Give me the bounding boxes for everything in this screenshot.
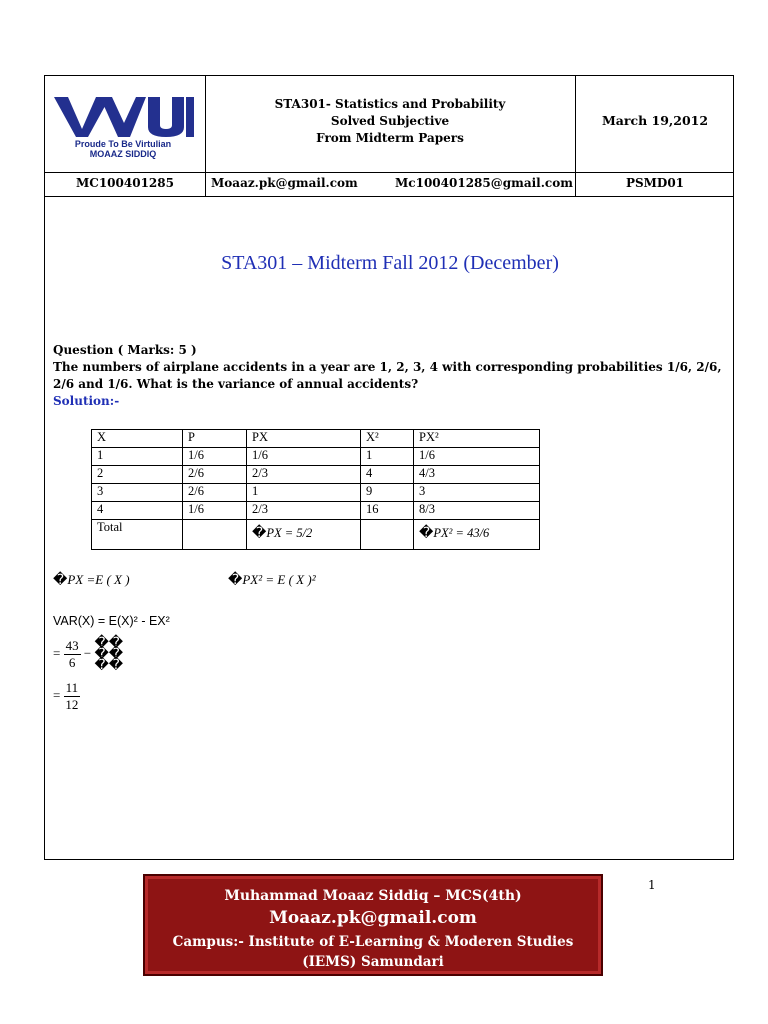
header-title-line-2: Solved Subjective	[330, 114, 450, 128]
table-cell: 1	[247, 484, 361, 502]
table-cell: 1/6	[183, 448, 247, 466]
table-cell: 4	[361, 466, 414, 484]
email-link-2[interactable]: Mc100401285@gmail.com	[395, 176, 573, 190]
student-id: MC100401285	[76, 176, 174, 190]
fraction-denominator: 6	[68, 655, 76, 670]
solution-label: Solution:-	[53, 394, 120, 408]
formula-2: PX² = E ( X )²	[242, 572, 316, 587]
equals-sign: =	[53, 645, 61, 661]
table-cell: 1	[361, 448, 414, 466]
missing-glyph-icon: �	[94, 658, 109, 673]
table-cell: 16	[361, 502, 414, 520]
table-row	[92, 502, 540, 520]
formula-second-moment	[228, 572, 316, 589]
table-row	[92, 484, 540, 502]
header-row	[45, 76, 733, 173]
header-cell-px: PX	[247, 430, 361, 448]
equals-sign: =	[53, 687, 61, 703]
header-cell-x2: X²	[361, 430, 414, 448]
header-date: March 19,2012	[601, 113, 709, 128]
header-title	[205, 96, 575, 147]
variance-step-1	[53, 638, 123, 671]
missing-glyph-icon: �	[94, 636, 109, 651]
header-title-line-3: From Midterm Papers	[316, 131, 464, 145]
question-text: The numbers of airplane accidents in a year are 1, 2, 3, 4 with corresponding probabilities 1/6, 2/6, 2/6 and 1/6. What is the variance of annual accidents?	[53, 360, 722, 391]
paper-code: PSMD01	[625, 176, 685, 190]
header-title-line-1: STA301- Statistics and Probability	[274, 97, 506, 111]
logo-tagline-2: MOAAZ SIDDIQ	[89, 149, 157, 159]
missing-glyph-icon: �	[108, 658, 124, 673]
header-cell-p: P	[183, 430, 247, 448]
question-block	[53, 342, 723, 410]
vu-logo-mark	[52, 95, 194, 139]
fraction-denominator: 12	[65, 697, 79, 712]
missing-glyph-icon: �	[53, 573, 68, 588]
fraction-numerator: 11	[65, 680, 79, 695]
footer-campus: Campus:- Institute of E-Learning & Moderen Studies	[172, 934, 574, 950]
footer-banner	[143, 874, 603, 976]
formula-expectation	[53, 572, 130, 589]
page-frame	[44, 75, 734, 860]
table-cell: 1	[92, 448, 183, 466]
column-divider	[205, 172, 206, 196]
table-cell: 1/6	[183, 502, 247, 520]
table-cell: 3	[92, 484, 183, 502]
missing-glyph-icon: �	[94, 647, 109, 662]
missing-glyph-icon: �	[252, 526, 267, 541]
fraction-43-6	[64, 638, 81, 671]
footer-campus-short: (IEMS) Samundari	[302, 954, 444, 970]
table-cell: 4/3	[414, 466, 540, 484]
footer-author: Muhammad Moaaz Siddiq – MCS(4th)	[224, 888, 522, 904]
table-cell: 2	[92, 466, 183, 484]
fraction-numerator: 43	[65, 638, 79, 653]
probability-table	[91, 429, 540, 550]
variance-formula: VAR(X) = E(X)² - EX²	[53, 614, 170, 628]
table-cell: 2/3	[247, 466, 361, 484]
total-px-value: PX = 5/2	[266, 526, 313, 540]
table-header-row	[92, 430, 540, 448]
missing-glyph-icon: �	[419, 526, 434, 541]
missing-glyph-icon: �	[108, 636, 124, 651]
table-total-row	[92, 520, 540, 550]
total-px2-cell	[414, 520, 540, 550]
header-cell-px2: PX²	[414, 430, 540, 448]
total-px-cell	[247, 520, 361, 550]
email-link-1[interactable]: Moaaz.pk@gmail.com	[211, 176, 358, 190]
vu-logo	[52, 95, 194, 161]
table-cell: 8/3	[414, 502, 540, 520]
missing-glyph-icon: �	[108, 647, 124, 662]
table-cell-empty	[361, 520, 414, 550]
document-title: STA301 – Midterm Fall 2012 (December)	[221, 252, 559, 274]
missing-glyph-icon: �	[228, 573, 243, 588]
formula-1: PX =E ( X )	[67, 572, 130, 587]
variance-result	[53, 680, 80, 713]
table-cell: 1/6	[414, 448, 540, 466]
table-cell: 9	[361, 484, 414, 502]
table-cell: 2/6	[183, 466, 247, 484]
table-cell: 3	[414, 484, 540, 502]
footer-email[interactable]: Moaaz.pk@gmail.com	[269, 908, 477, 928]
header-cell-x: X	[92, 430, 183, 448]
table-cell: 4	[92, 502, 183, 520]
table-cell-empty	[183, 520, 247, 550]
logo-tagline	[52, 139, 194, 159]
header-info-row	[45, 172, 733, 197]
logo-tagline-1: Proude To Be Virtulian	[74, 139, 172, 149]
minus-sign: −	[83, 645, 92, 661]
table-cell: 2/3	[247, 502, 361, 520]
page-number: 1	[648, 878, 656, 892]
missing-glyph-block-icon	[94, 638, 123, 671]
table-cell: 1/6	[247, 448, 361, 466]
table-row	[92, 466, 540, 484]
table-cell: 2/6	[183, 484, 247, 502]
total-label: Total	[92, 520, 183, 550]
question-heading: Question ( Marks: 5 )	[53, 343, 197, 357]
table-row	[92, 448, 540, 466]
fraction-11-12	[64, 680, 81, 713]
total-px2-value: PX² = 43/6	[433, 526, 490, 540]
